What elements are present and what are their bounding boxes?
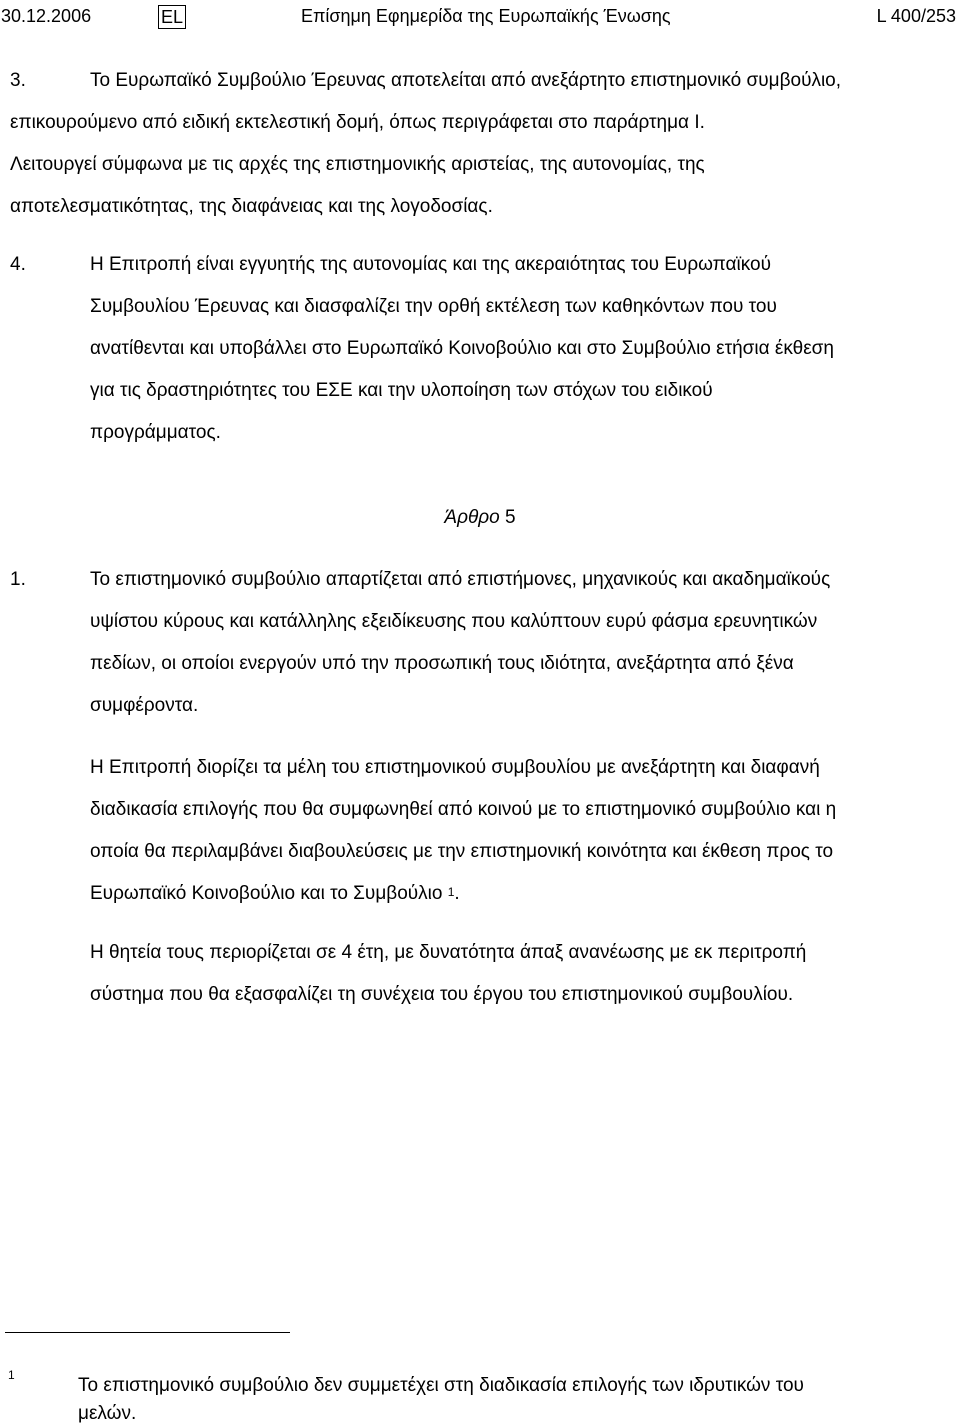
footnote-divider [5, 1332, 290, 1333]
paragraph-line: σύστημα που θα εξασφαλίζει τη συνέχεια του έργου του επιστημονικού συμβουλίου. [90, 984, 794, 1005]
header-journal-title: Επίσημη Εφημερίδα της Ευρωπαϊκής Ένωσης [301, 6, 671, 26]
paragraph-line: πεδίων, οι οποίοι ενεργούν υπό την προσωπική τους ιδιότητα, ανεξάρτητα από ξένα [90, 653, 794, 674]
paragraph-line: Η θητεία τους περιορίζεται σε 4 έτη, με δυνατότητα άπαξ ανανέωσης με εκ περιτροπή [90, 942, 807, 963]
paragraph-line: οποία θα περιλαμβάνει διαβουλεύσεις με την επιστημονική κοινότητα και έκθεση προς το [90, 841, 834, 862]
article-number: 5 [505, 507, 516, 528]
paragraph-4 [90, 244, 960, 454]
paragraph-line: συμφέροντα. [90, 695, 199, 716]
footnote-text [78, 1372, 948, 1428]
paragraph-line: για τις δραστηριότητες του ΕΣΕ και την υλοποίηση των στόχων του ειδικού [90, 380, 713, 401]
header-date: 30.12.2006 [1, 6, 92, 26]
paragraph-line-text: Ευρωπαϊκό Κοινοβούλιο και το Συμβούλιο [90, 883, 443, 904]
article-paragraph-3 [90, 932, 960, 1016]
footnote-line: μελών. [78, 1403, 137, 1424]
paragraph-line: αποτελεσματικότητας, της διαφάνειας και της λογοδοσίας. [10, 196, 493, 217]
paragraph-number-4: 4. [10, 254, 26, 275]
paragraph-line: διαδικασία επιλογής που θα συμφωνηθεί από κοινού με το επιστημονικό συμβούλιο και η [90, 799, 837, 820]
article-word: Άρθρο [444, 507, 500, 528]
header-page-ref: L 400/253 [876, 6, 956, 26]
paragraph-line: επικουρούμενο από ειδική εκτελεστική δομή, όπως περιγράφεται στο παράρτημα Ι. [10, 112, 705, 133]
article-paragraph-2 [90, 747, 960, 915]
paragraph-line-end: . [454, 883, 460, 904]
footnote-number: 1 [8, 1368, 15, 1382]
footnote-reference[interactable]: 1 [447, 885, 455, 899]
paragraph-line: Η Επιτροπή είναι εγγυητής της αυτονομίας και της ακεραιότητας του Ευρωπαϊκού [90, 254, 771, 275]
paragraph-line: Το Ευρωπαϊκό Συμβούλιο Έρευνας αποτελείται από ανεξάρτητο επιστημονικό συμβούλιο, [90, 70, 842, 91]
header-language-box: EL [158, 5, 186, 29]
paragraph-line: προγράμματος. [90, 422, 221, 443]
paragraph-3 [10, 60, 960, 228]
paragraph-line: ανατίθενται και υποβάλλει στο Ευρωπαϊκό Κοινοβούλιο και στο Συμβούλιο ετήσια έκθεση [90, 338, 834, 359]
footnote-line: Το επιστημονικό συμβούλιο δεν συμμετέχει στη διαδικασία επιλογής των ιδρυτικών του [78, 1375, 804, 1396]
paragraph-line: Το επιστημονικό συμβούλιο απαρτίζεται από επιστήμονες, μηχανικούς και ακαδημαϊκούς [90, 569, 831, 590]
page-header [0, 3, 960, 29]
paragraph-line: Η Επιτροπή διορίζει τα μέλη του επιστημονικού συμβουλίου με ανεξάρτητη και διαφανή [90, 757, 820, 778]
paragraph-number-3: 3. [10, 70, 26, 91]
paragraph-line [90, 873, 960, 915]
paragraph-line: υψίστου κύρους και κατάλληλης εξειδίκευσης που καλύπτουν ευρύ φάσμα ερευνητικών [90, 611, 818, 632]
paragraph-line: Λειτουργεί σύμφωνα με τις αρχές της επιστημονικής αριστείας, της αυτονομίας, της [10, 154, 705, 175]
article-heading [0, 497, 960, 539]
paragraph-number-1: 1. [10, 569, 26, 590]
paragraph-line: Συμβουλίου Έρευνας και διασφαλίζει την ορθή εκτέλεση των καθηκόντων που του [90, 296, 777, 317]
article-paragraph-1 [90, 559, 960, 727]
